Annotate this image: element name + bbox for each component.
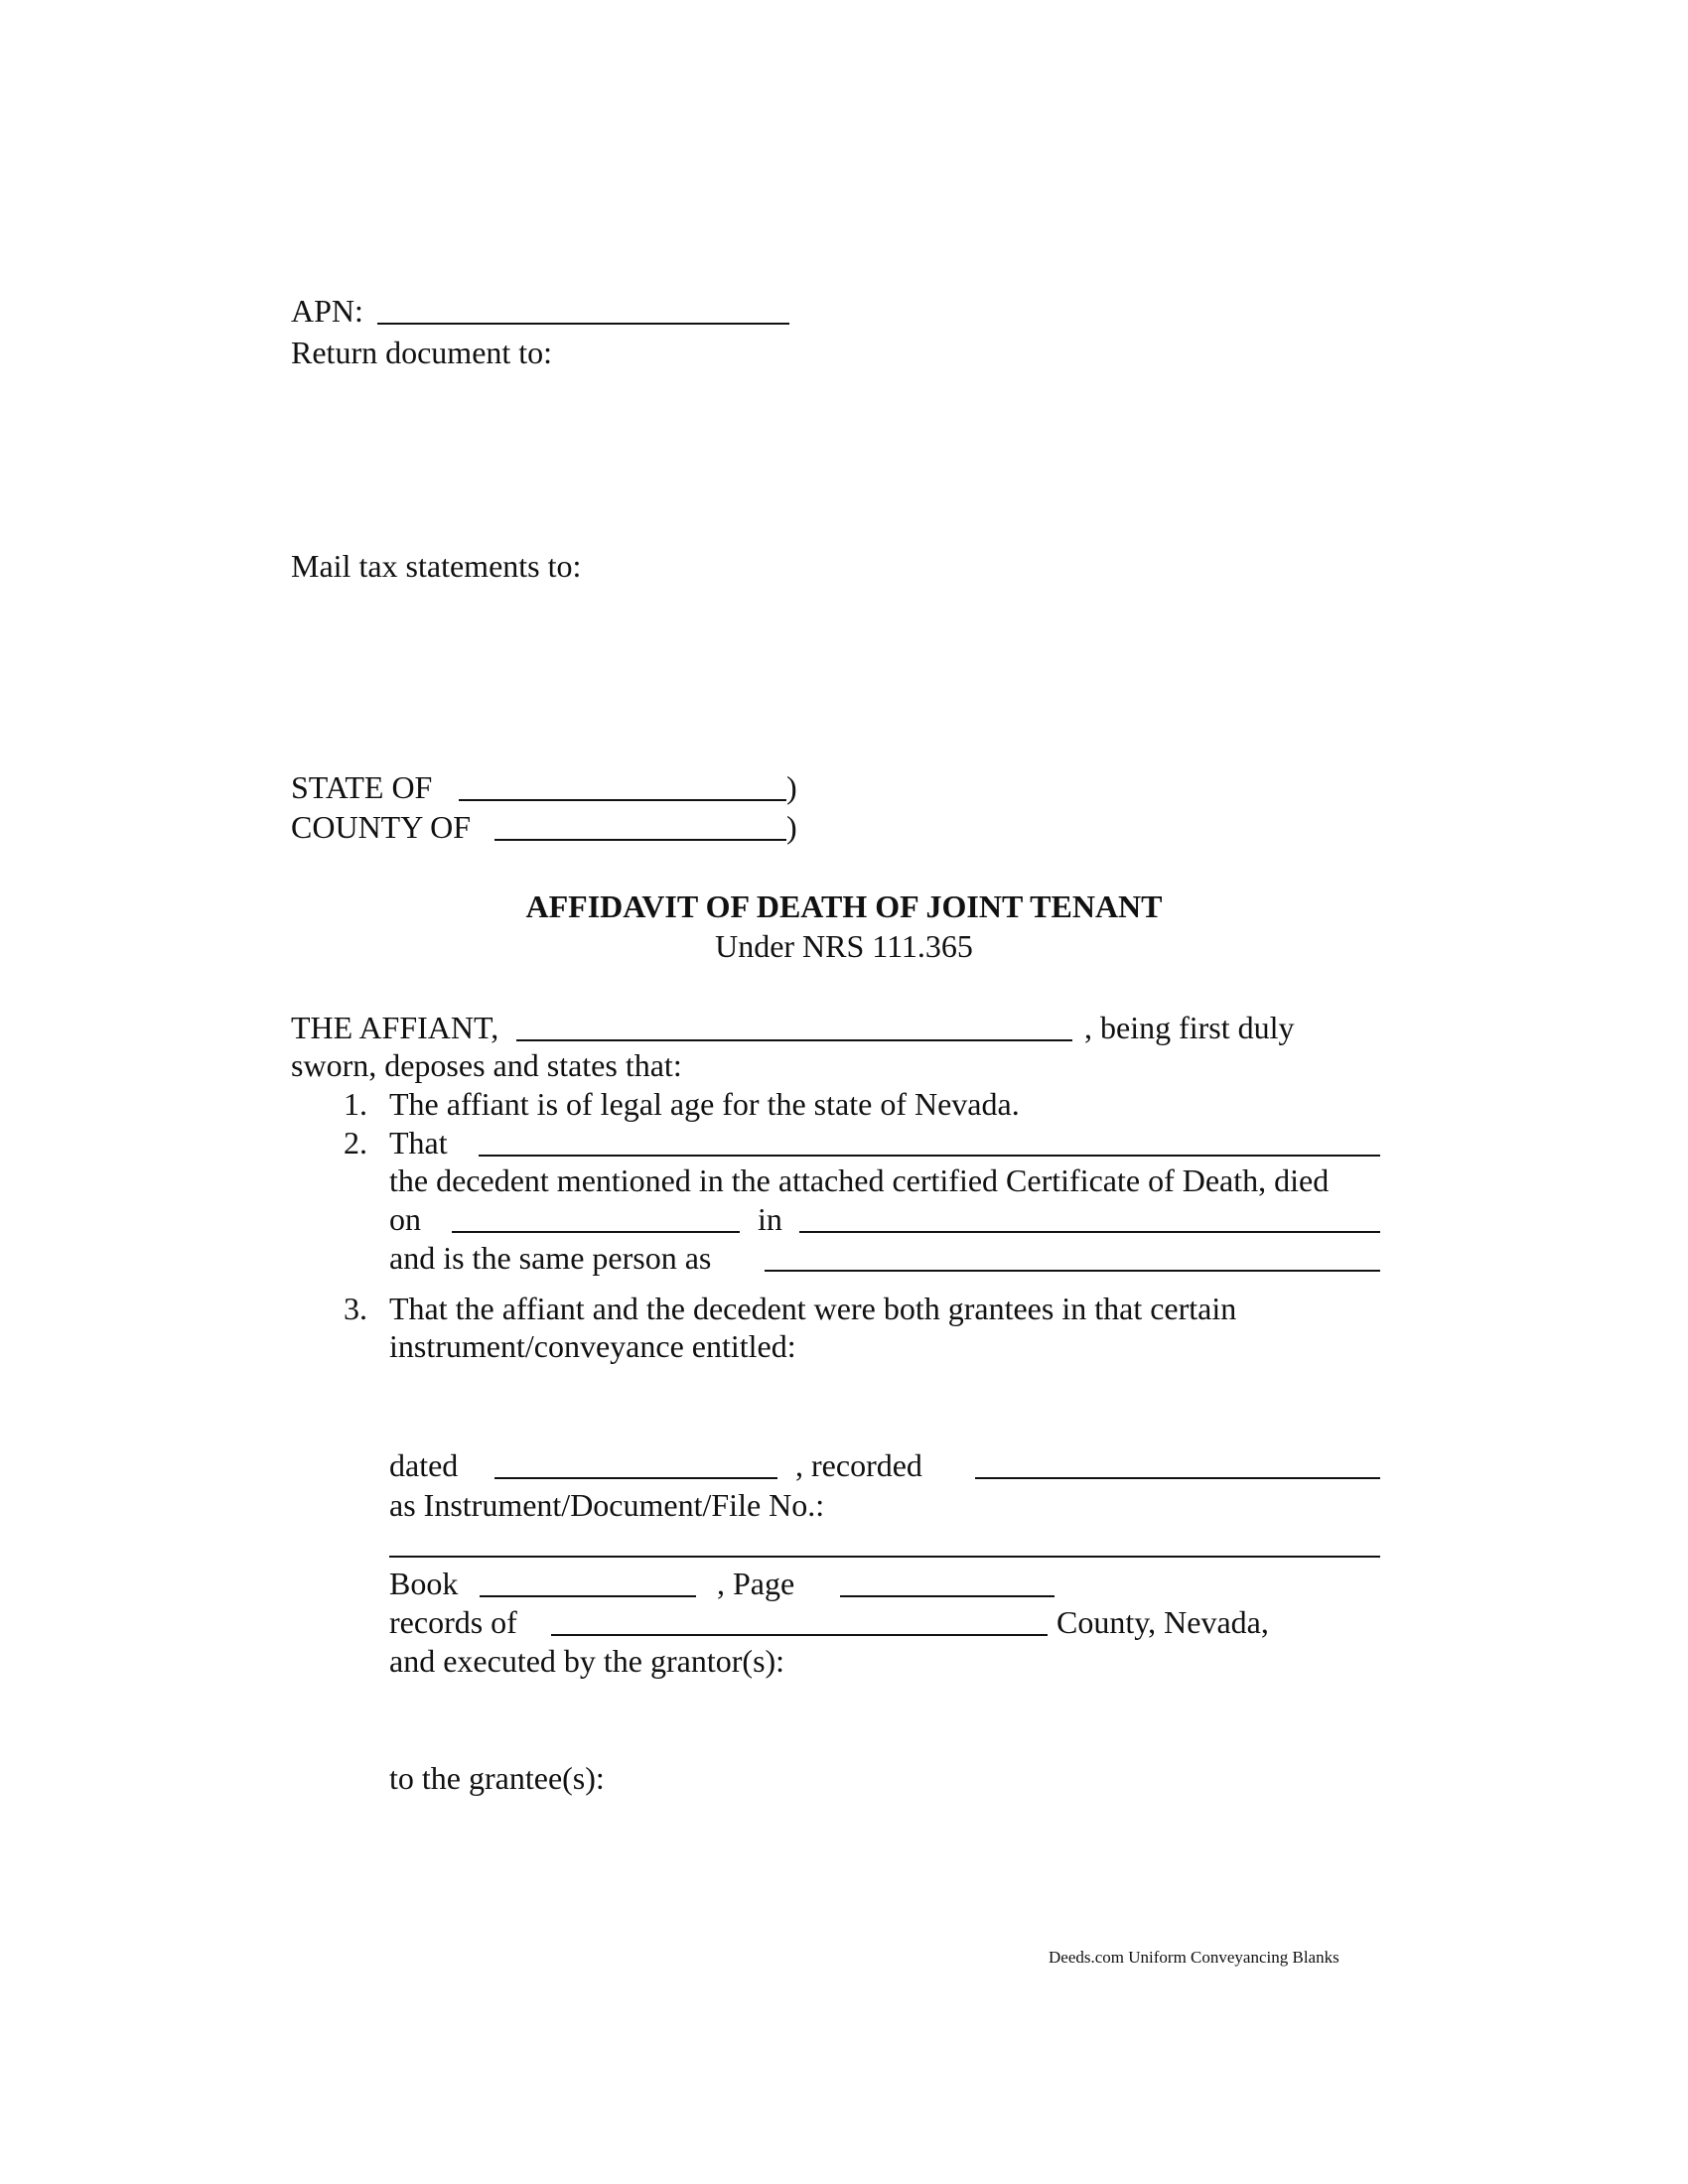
document-subtitle: Under NRS 111.365 [715, 928, 973, 964]
item2-decedent-text: the decedent mentioned in the attached certified Certificate of Death, died [389, 1162, 1330, 1198]
county-field-line[interactable] [494, 839, 786, 841]
sworn-text: sworn, deposes and states that: [291, 1047, 682, 1083]
county-paren: ) [786, 809, 797, 845]
item1-number: 1. [344, 1086, 367, 1122]
records-of-label: records of [389, 1604, 517, 1640]
dated-label: dated [389, 1447, 459, 1483]
death-place-line[interactable] [799, 1231, 1380, 1233]
instrument-no-line[interactable] [389, 1556, 1380, 1558]
return-document-label: Return document to: [291, 335, 553, 370]
apn-field-line[interactable] [377, 323, 789, 325]
page-label: , Page [717, 1566, 795, 1601]
affiant-name-line[interactable] [516, 1039, 1072, 1041]
apn-label: APN: [291, 293, 363, 329]
state-paren: ) [786, 769, 797, 805]
item3-number: 3. [344, 1291, 367, 1326]
dated-line[interactable] [494, 1477, 777, 1479]
county-of-label: COUNTY OF [291, 809, 472, 845]
affiant-label: THE AFFIANT, [291, 1010, 499, 1045]
decedent-name-line[interactable] [479, 1155, 1380, 1157]
item2-same-person: and is the same person as [389, 1240, 712, 1276]
document-title: AFFIDAVIT OF DEATH OF JOINT TENANT [525, 888, 1163, 924]
book-label: Book [389, 1566, 459, 1601]
to-grantees-label: to the grantee(s): [389, 1760, 605, 1796]
item2-on: on [389, 1201, 421, 1237]
book-line[interactable] [480, 1595, 696, 1597]
item3-line1: That the affiant and the decedent were both grantees in that certain [389, 1291, 1237, 1326]
recorded-label: , recorded [795, 1447, 922, 1483]
page-line[interactable] [840, 1595, 1055, 1597]
footer-text: Deeds.com Uniform Conveyancing Blanks [1049, 1948, 1339, 1967]
same-person-line[interactable] [765, 1270, 1380, 1272]
item3-line2: instrument/conveyance entitled: [389, 1328, 796, 1364]
item2-that: That [389, 1125, 448, 1160]
records-county-line[interactable] [551, 1634, 1048, 1636]
mail-tax-statements-label: Mail tax statements to: [291, 548, 582, 584]
instrument-no-label: as Instrument/Document/File No.: [389, 1487, 825, 1523]
executed-by-label: and executed by the grantor(s): [389, 1643, 785, 1679]
item2-number: 2. [344, 1125, 367, 1160]
item1-text: The affiant is of legal age for the state of Nevada. [389, 1086, 1020, 1122]
state-of-label: STATE OF [291, 769, 433, 805]
item2-in: in [758, 1201, 782, 1237]
state-field-line[interactable] [459, 799, 786, 801]
death-date-line[interactable] [452, 1231, 740, 1233]
county-nevada-text: County, Nevada, [1056, 1604, 1269, 1640]
first-duly-text: , being first duly [1084, 1010, 1295, 1045]
recorded-line[interactable] [975, 1477, 1380, 1479]
